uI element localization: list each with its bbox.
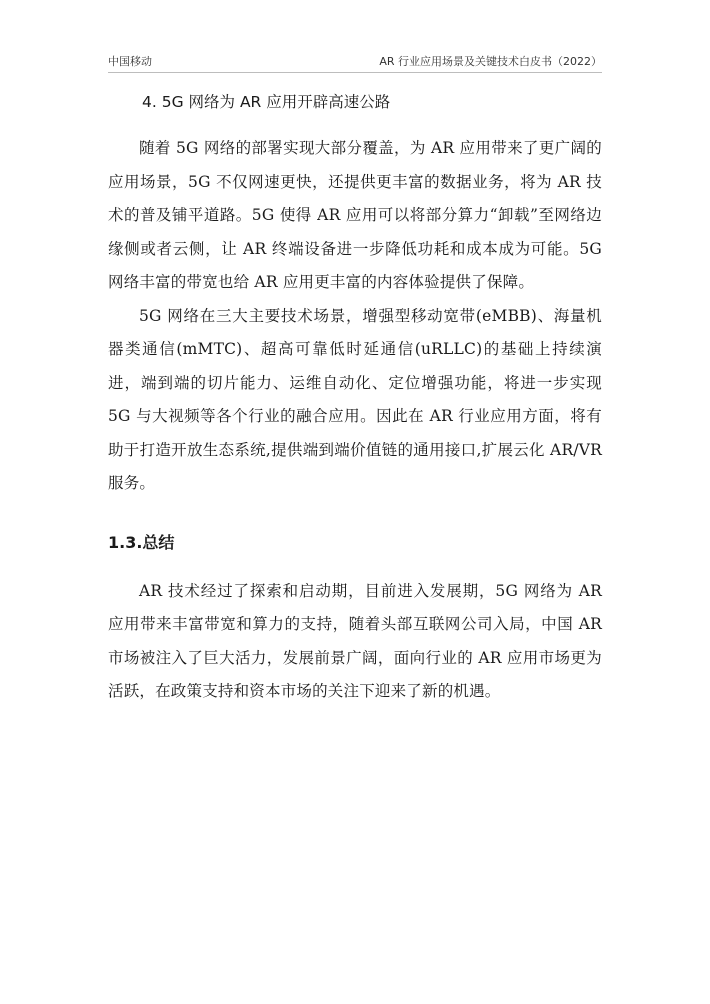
- section-title: 1.3.总结: [108, 532, 175, 552]
- subsection-title: 4. 5G 网络为 AR 应用开辟高速公路: [142, 93, 391, 111]
- page-header: [108, 50, 602, 73]
- page-content: [108, 90, 602, 709]
- header-document-title: AR 行业应用场景及关键技术白皮书（2022）: [379, 55, 602, 68]
- body-paragraph: 随着 5G 网络的部署实现大部分覆盖，为 AR 应用带来了更广阔的应用场景，5G 不仅网速更快，还提供更丰富的数据业务，将为 AR 技术的普及铺平道路。5G 使得 AR 应用可以将部分算力“卸载”至网络边缘侧或者云侧，让 AR 终端设备进一步降低功耗和成本成为可能。5G 网络丰富的带宽也给 AR 应用更丰富的内容体验提供了保障。: [108, 139, 602, 291]
- header-organization: 中国移动: [108, 55, 152, 68]
- body-paragraph: AR 技术经过了探索和启动期，目前进入发展期，5G 网络为 AR 应用带来丰富带宽和算力的支持，随着头部互联网公司入局，中国 AR 市场被注入了巨大活力，发展前景广阔，面向行业的 AR 应用市场更为活跃，在政策支持和资本市场的关注下迎来了新的机遇。: [108, 581, 602, 700]
- body-paragraph: 5G 网络在三大主要技术场景，增强型移动宽带(eMBB)、海量机器类通信(mMTC)、超高可靠低时延通信(uRLLC)的基础上持续演进，端到端的切片能力、运维自动化、定位增强功能，将进一步实现 5G 与大视频等各个行业的融合应用。因此在 AR 行业应用方面，将有助于打造开放生态系统,提供端到端价值链的通用接口,扩展云化 AR/VR 服务。: [108, 306, 602, 492]
